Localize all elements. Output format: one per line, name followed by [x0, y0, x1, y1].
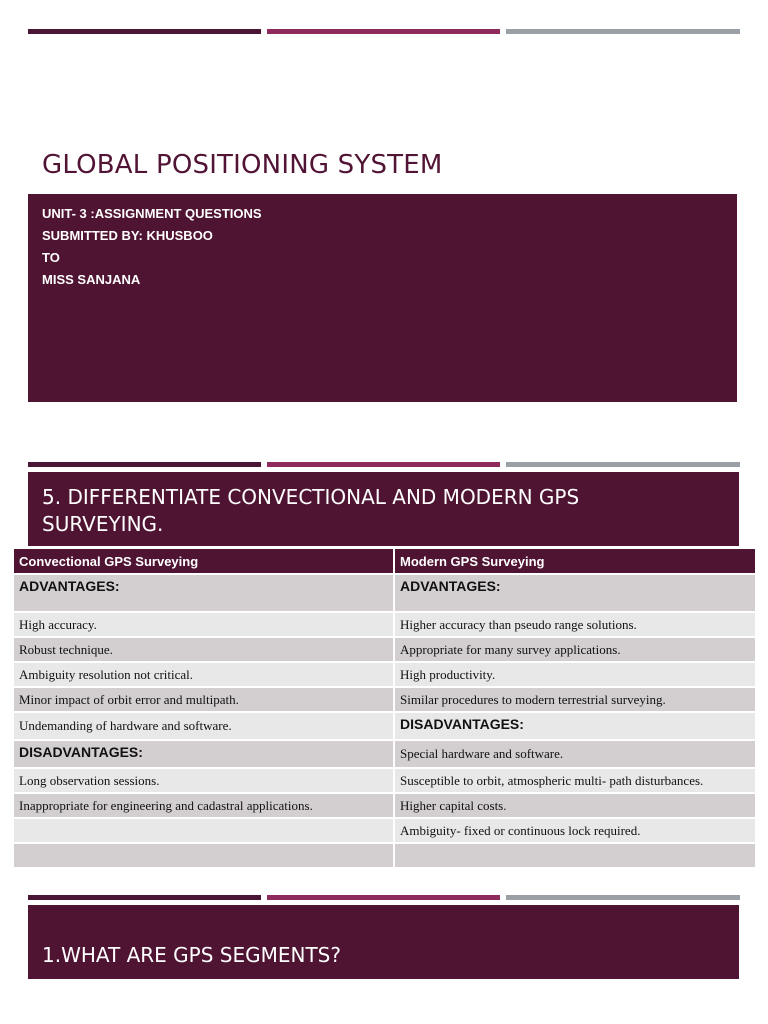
accent-bar-gray: [506, 895, 740, 900]
table-cell: Long observation sessions.: [14, 768, 394, 793]
table-cell: [14, 843, 394, 867]
slide2-heading: 5. DIFFERENTIATE CONVECTIONAL AND MODERN GPS SURVEYING.: [42, 485, 580, 536]
slide3-heading-box: [28, 905, 739, 979]
table-cell: Higher accuracy than pseudo range solutions.: [394, 612, 756, 637]
accent-bar-gray: [506, 462, 740, 467]
table-cell: Susceptible to orbit, atmospheric multi- path disturbances.: [394, 768, 756, 793]
accent-bar-dark: [28, 462, 261, 467]
table-cell: [14, 818, 394, 843]
header-modern: Modern GPS Surveying: [394, 549, 756, 574]
table-row: [14, 768, 756, 793]
header-conventional: Convectional GPS Surveying: [14, 549, 394, 574]
accent-bar-magenta: [267, 895, 500, 900]
table-row: [14, 612, 756, 637]
slide1-title: GLOBAL POSITIONING SYSTEM: [42, 150, 443, 180]
table-cell: Ambiguity- fixed or continuous lock required.: [394, 818, 756, 843]
table-row: [14, 843, 756, 867]
table-row: [14, 574, 756, 612]
accent-bar-dark: [28, 29, 261, 34]
table-cell: Special hardware and software.: [394, 740, 756, 768]
table-row: [14, 793, 756, 818]
table-cell: ADVANTAGES:: [14, 574, 394, 612]
slide3-accent-bars: [28, 895, 740, 900]
slide1-accent-bars: [28, 29, 740, 34]
slide1-info-box: [28, 194, 737, 402]
table-cell: Minor impact of orbit error and multipath.: [14, 687, 394, 712]
table-row: [14, 662, 756, 687]
info-line-to: TO: [42, 250, 60, 265]
table-row: [14, 818, 756, 843]
table-cell: High accuracy.: [14, 612, 394, 637]
slide2-accent-bars: [28, 462, 740, 467]
info-line-unit: UNIT- 3 :ASSIGNMENT QUESTIONS: [42, 206, 262, 221]
table-row: [14, 687, 756, 712]
table-row: [14, 740, 756, 768]
table-cell: DISADVANTAGES:: [394, 712, 756, 740]
slide3-heading: 1.WHAT ARE GPS SEGMENTS?: [42, 943, 341, 967]
table-header-row: [14, 549, 756, 574]
table-cell: Undemanding of hardware and software.: [14, 712, 394, 740]
table-row: [14, 637, 756, 662]
table-cell: Appropriate for many survey applications.: [394, 637, 756, 662]
table-cell: Ambiguity resolution not critical.: [14, 662, 394, 687]
table-cell: Robust technique.: [14, 637, 394, 662]
table-cell: Higher capital costs.: [394, 793, 756, 818]
table-cell: Inappropriate for engineering and cadastral applications.: [14, 793, 394, 818]
slide2-heading-box: [28, 472, 739, 546]
table-row: [14, 712, 756, 740]
comparison-table: [14, 549, 757, 867]
table-cell: DISADVANTAGES:: [14, 740, 394, 768]
accent-bar-dark: [28, 895, 261, 900]
table-cell: Similar procedures to modern terrestrial surveying.: [394, 687, 756, 712]
accent-bar-gray: [506, 29, 740, 34]
table-cell: ADVANTAGES:: [394, 574, 756, 612]
accent-bar-magenta: [267, 462, 500, 467]
info-line-submitted-by: SUBMITTED BY: KHUSBOO: [42, 228, 213, 243]
info-line-recipient: MISS SANJANA: [42, 272, 141, 287]
table-cell: High productivity.: [394, 662, 756, 687]
table-cell: [394, 843, 756, 867]
accent-bar-magenta: [267, 29, 500, 34]
